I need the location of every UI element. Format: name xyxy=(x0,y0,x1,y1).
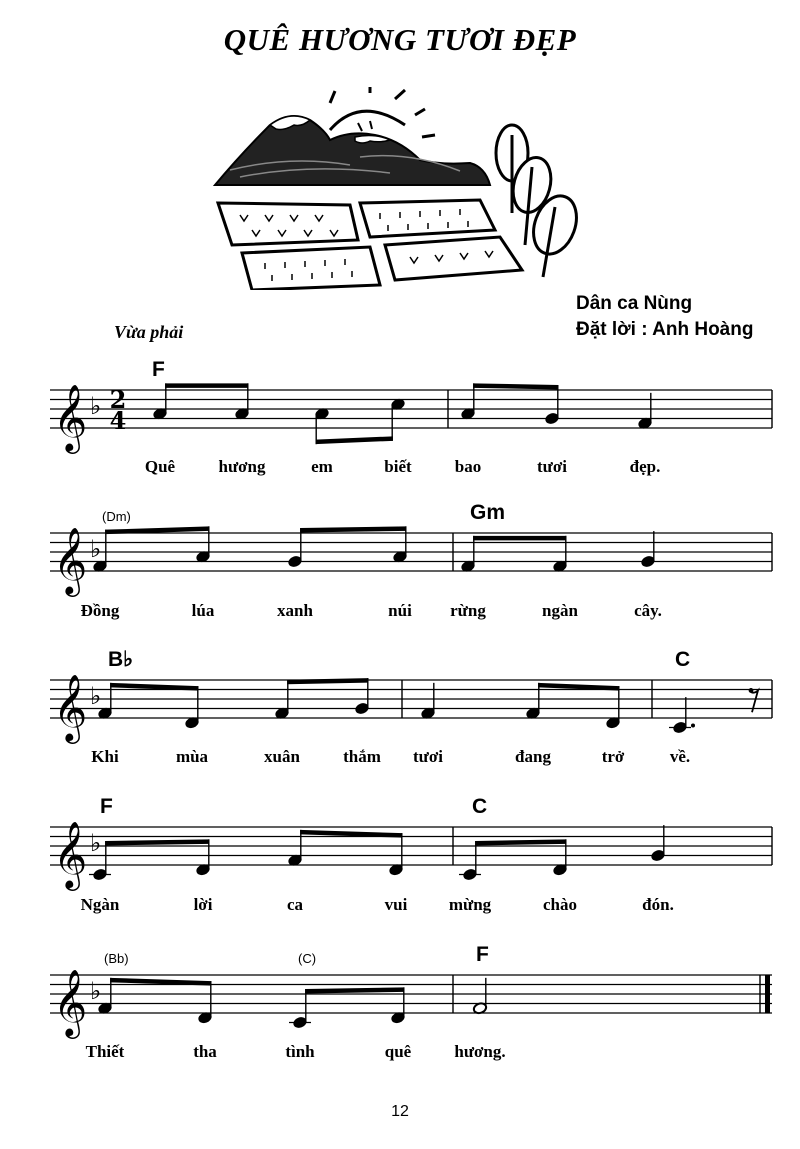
lyric-syllable: núi xyxy=(388,601,412,620)
final-barline xyxy=(765,975,770,1013)
key-flat-icon: ♭ xyxy=(90,535,102,563)
chord-symbol: (C) xyxy=(298,951,317,966)
credit-lyrics: Đặt lời : Anh Hoàng xyxy=(576,319,754,340)
chord-symbol: F xyxy=(100,795,113,818)
treble-clef-icon: 𝄞 xyxy=(53,526,88,594)
lyric-syllable: biết xyxy=(384,457,412,476)
tempo-marking: Vừa phải xyxy=(114,322,184,342)
beam xyxy=(105,839,209,845)
credit-origin: Dân ca Nùng xyxy=(576,293,693,314)
lyric-syllable: tình xyxy=(285,1042,315,1061)
lyric-syllable: xanh xyxy=(277,601,313,620)
song-title: QUÊ HƯƠNG TƯƠI ĐẸP xyxy=(223,22,577,57)
lyric-syllable: Khi xyxy=(91,747,119,766)
beam xyxy=(473,383,558,389)
lyric-syllable: Thiết xyxy=(85,1042,125,1061)
lyric-syllable: Đồng xyxy=(80,601,120,620)
treble-clef-icon: 𝄞 xyxy=(53,383,88,451)
system-5 xyxy=(50,968,772,1039)
chord-symbol: F xyxy=(476,943,489,966)
lyric-syllable: thắm xyxy=(343,747,381,766)
chord-symbol: Gm xyxy=(470,501,506,524)
lyric-syllable: ca xyxy=(286,895,304,914)
lyric-syllable: mùa xyxy=(175,747,209,766)
lyric-syllable: bao xyxy=(454,457,482,476)
lyric-syllable: Quê xyxy=(144,457,176,476)
key-flat-icon: ♭ xyxy=(90,829,102,857)
key-flat-icon: ♭ xyxy=(90,682,102,710)
lyric-syllable: rừng xyxy=(450,601,486,620)
time-signature-bottom: 4 xyxy=(109,406,127,435)
lyric-syllable: trở xyxy=(601,747,625,766)
lyric-syllable: mừng xyxy=(448,895,492,914)
time-signature-top: 2 xyxy=(109,385,127,414)
treble-clef-icon: 𝄞 xyxy=(53,673,88,741)
lyric-syllable: hương xyxy=(218,457,266,476)
lyric-syllable: xuân xyxy=(264,747,300,766)
lyric-syllable: tha xyxy=(193,1042,217,1061)
chord-symbol: (Bb) xyxy=(104,951,129,966)
rest-dot xyxy=(749,688,754,693)
beam xyxy=(305,987,404,993)
lyric-syllable: tươi xyxy=(537,457,567,476)
chord-symbol: F xyxy=(152,358,165,381)
lyric-syllable: vui xyxy=(384,895,408,914)
system-4 xyxy=(50,820,772,891)
lyric-syllable: em xyxy=(311,457,333,476)
page-number: 12 xyxy=(391,1103,409,1120)
lyric-syllable: đẹp. xyxy=(629,457,661,476)
treble-clef-icon: 𝄞 xyxy=(53,820,88,888)
chord-symbol: (Dm) xyxy=(102,509,131,524)
treble-clef-icon: 𝄞 xyxy=(53,968,88,1036)
chord-symbol: B♭ xyxy=(108,648,134,671)
beam xyxy=(473,536,566,541)
system-2 xyxy=(50,526,772,597)
chord-symbol: C xyxy=(472,795,488,818)
lyric-syllable: hương. xyxy=(454,1042,506,1061)
dot xyxy=(691,724,695,728)
beam xyxy=(316,436,393,444)
lyric-syllable: lúa xyxy=(191,601,215,620)
beam xyxy=(287,678,368,684)
lyric-syllable: Ngàn xyxy=(80,895,120,914)
lyric-syllable: ngàn xyxy=(542,601,578,620)
lyric-syllable: về. xyxy=(669,747,691,766)
beam xyxy=(165,383,248,388)
lyric-syllable: cây. xyxy=(634,601,662,620)
key-flat-icon: ♭ xyxy=(90,977,102,1005)
lyric-syllable: chào xyxy=(543,895,577,914)
lyric-syllable: lời xyxy=(193,895,213,914)
chord-symbol: C xyxy=(675,648,691,671)
beam xyxy=(475,839,566,845)
system-1 xyxy=(50,383,772,454)
lyric-syllable: tươi xyxy=(413,747,443,766)
system-3 xyxy=(50,673,772,744)
lyric-syllable: đón. xyxy=(642,895,674,914)
beam xyxy=(300,526,406,532)
lyric-syllable: quê xyxy=(384,1042,412,1061)
lyric-syllable: đang xyxy=(515,747,551,766)
key-flat-icon: ♭ xyxy=(90,392,102,420)
